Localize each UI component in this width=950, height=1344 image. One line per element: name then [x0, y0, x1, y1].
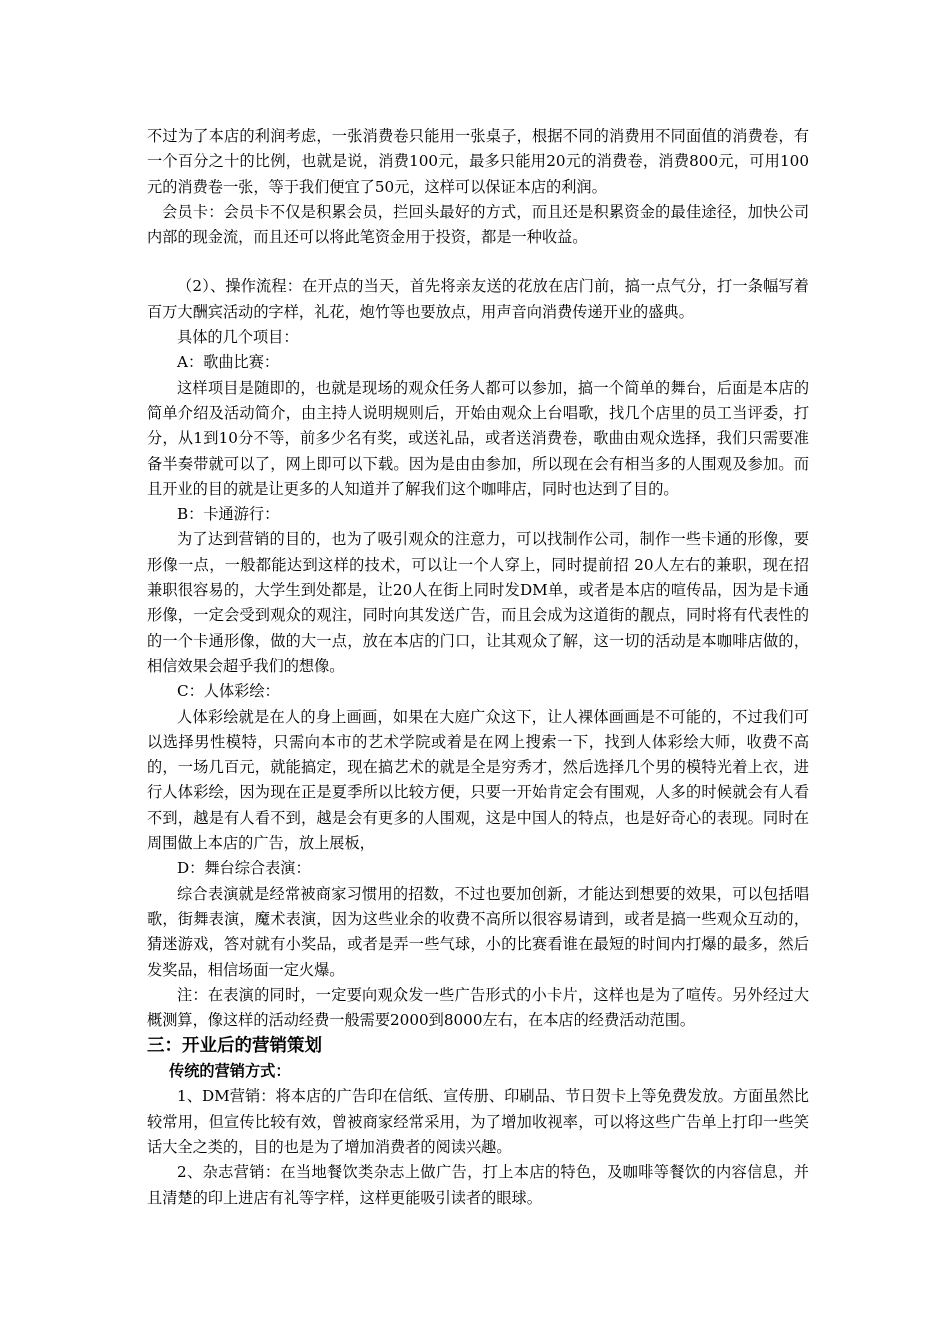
item-a-body: 这样项目是随即的，也就是现场的观众任务人都可以参加，搞一个简单的舞台，后面是本店的简单介绍及活动简介，由主持人说明规则后，开始由观众上台唱歌，找几个店里的员工当评委，打分，从1到10分不等，前多少名有奖，或送礼品，或者送消费卷，歌曲由观众选择，我们只需要准备半奏带就可以了，网上即可以下载。因为是由由参加，所以现在会有相当多的人围观及参加。而且开业的目的就是让更多的人知道并了解我们这个咖啡店，同时也达到了目的。 [147, 378, 809, 498]
section-subheading: 传统的营销方式： [169, 1062, 291, 1081]
item-c-body: 人体彩绘就是在人的身上画画，如果在大庭广众这下，让人裸体画画是不可能的，不过我们可以选择男性模特，只需向本市的艺术学院或着是在网上搜索一下，找到人体彩绘大师，收费不高的，一场几百元，就能搞定，现在搞艺术的就是全是穷秀才，然后选择几个男的模特光着上衣，进行人体彩绘，因为现在正是夏季所以比较方便，只要一开始肯定会有围观，人多的时候就会有人看不到，越是有人看不到，越是会有更多的人围观，这是中国人的特点，也是好奇心的表现。同时在周围做上本店的广告，放上展板， [147, 707, 809, 853]
item-d-body: 综合表演就是经常被商家习惯用的招数，不过也要加创新，才能达到想要的效果，可以包括唱歌，街舞表演，魔术表演，因为这些业余的收费不高所以很容易请到，或者是搞一些观众互动的，猜迷游戏，答对就有小奖品，或者是弄一些气球，小的比赛看谁在最短的时间内打爆的最多，然后发奖品，相信场面一定火爆。 [147, 884, 809, 979]
paragraph-gap [147, 250, 809, 274]
item-d-title: D：舞台综合表演： [177, 859, 311, 878]
item-c-title: C：人体彩绘： [177, 682, 280, 701]
paragraph-operation-flow: （2）、操作流程：在开点的当天，首先将亲友送的花放在店门前，搞一点气分，打一条幅写着百万大酬宾活动的字样，礼花，炮竹等也要放点，用声音向消费传递开业的盛典。 [147, 277, 809, 321]
paragraph-dm-marketing: 1、DM营销：将本店的广告印在信纸、宣传册、印刷品、节日贺卡上等免费发放。方面虽然比较常用，但宣传比较有效，曾被商家经常采用，为了增加收视率，可以将这些广告单上打印一些笑话大全之类的，目的也是为了增加消费者的阅读兴趣。 [147, 1087, 809, 1156]
paragraph-coupon-rules: 不过为了本店的利润考虑，一张消费卷只能用一张桌子，根据不同的消费用不同面值的消费卷，有一个百分之十的比例，也就是说，消费100元，最多只能用20元的消费卷，消费800元，可用100元的消费卷一张，等于我们便宜了50元，这样可以保证本店的利润。 [147, 127, 809, 196]
item-b-body: 为了达到营销的目的，也为了吸引观众的注意力，可以找制作公司，制作一些卡通的形像，要形像一点，一般都能达到这样的技术，可以让一个人穿上，同时提前招 20人左右的兼职，现在招兼职很容易的，大学生到处都是，让20人在街上同时发DM单，或者是本店的喧传品，因为是卡通形像，一定会受到观众的观注，同时向其发送广告，而且会成为这道街的靓点，同时将有代表性的的一个卡通形像，做的大一点，放在本店的门口，让其观众了解，这一切的活动是本咖啡店做的，相信效果会超乎我们的想像。 [147, 530, 809, 675]
paragraph-projects-intro: 具体的几个项目： [177, 328, 299, 347]
section-heading: 三：开业后的营销策划 [147, 1036, 322, 1057]
item-a-title: A：歌曲比赛： [177, 353, 280, 372]
paragraph-note: 注：在表演的同时，一定要向观众发一些广告形式的小卡片，这样也是为了喧传。另外经过大概测算，像这样的活动经费一般需要2000到8000左右，在本店的经费活动范围。 [147, 985, 809, 1030]
item-b-title: B：卡通游行： [177, 505, 280, 524]
document-page [147, 124, 809, 1211]
paragraph-magazine-marketing: 2、杂志营销：在当地餐饮类杂志上做广告，打上本店的特色，及咖啡等餐饮的内容信息，并且清楚的印上进店有礼等字样，这样更能吸引读者的眼球。 [147, 1163, 809, 1207]
paragraph-membership-card: 会员卡：会员卡不仅是积累会员，拦回头最好的方式，而且还是积累资金的最佳途径，加快公司内部的现金流，而且还可以将此笔资金用于投资，都是一种收益。 [147, 202, 809, 247]
